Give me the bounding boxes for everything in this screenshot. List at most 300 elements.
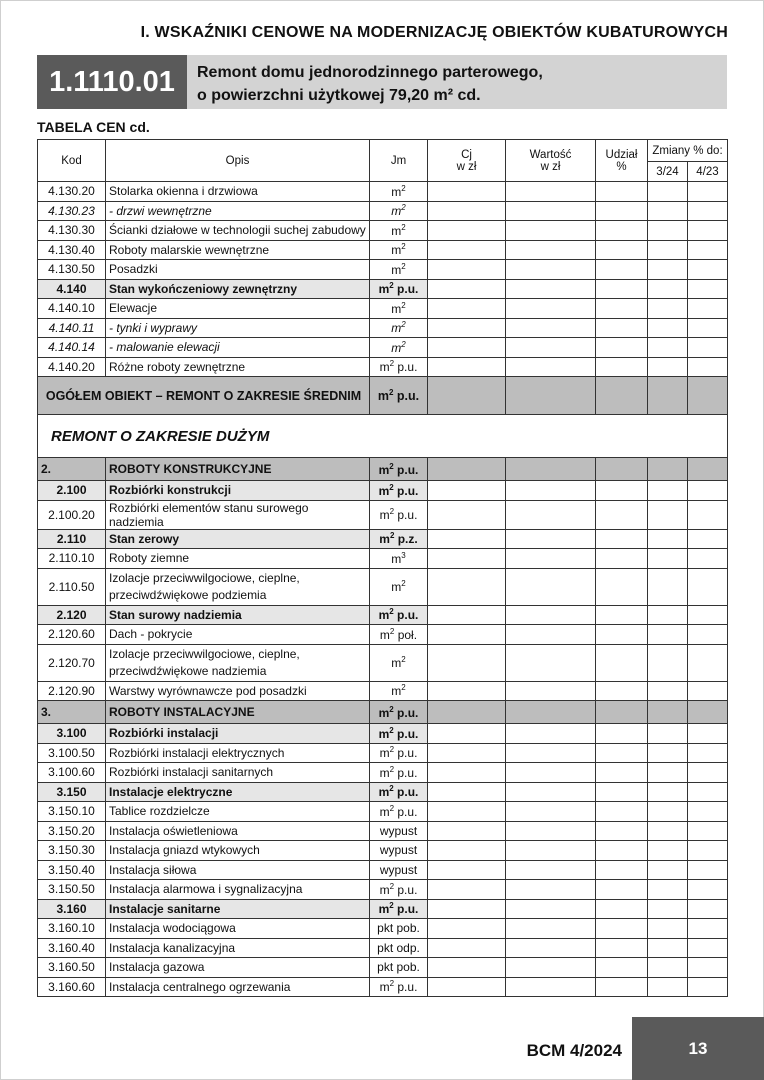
header-cj-line1: Cj	[461, 148, 472, 161]
table-row	[38, 899, 728, 919]
cell-udzial	[596, 977, 648, 997]
cell-kod: 4.140.11	[38, 318, 106, 338]
cell-zmiany-3-24	[648, 529, 688, 549]
header-zmiany-4-23: 4/23	[688, 162, 728, 182]
object-description	[187, 55, 727, 109]
cell-jm: $m^2$	[370, 221, 428, 241]
cell-jm: $m^2$ p.u.	[370, 605, 428, 625]
table-row	[38, 743, 728, 763]
cell-zmiany-3-24	[648, 724, 688, 744]
cell-cj	[428, 260, 506, 280]
cell-jm: $m^2$ p.u.	[370, 481, 428, 501]
cell-kod: 3.150.30	[38, 841, 106, 861]
cell-kod: 4.130.50	[38, 260, 106, 280]
cell-wartosc	[506, 318, 596, 338]
cell-udzial	[596, 240, 648, 260]
cell-wartosc	[506, 977, 596, 997]
cell-cj	[428, 977, 506, 997]
cell-jm: $m^2$ p.u.	[370, 880, 428, 900]
cell-zmiany-3-24	[648, 977, 688, 997]
cell-opis: Rozbiórki instalacji elektrycznych	[106, 743, 370, 763]
table-row	[38, 299, 728, 319]
cell-opis: Instalacja oświetleniowa	[106, 821, 370, 841]
cell-udzial	[596, 529, 648, 549]
cell-udzial	[596, 568, 648, 605]
cell-kod: 2.110.50	[38, 568, 106, 605]
cell-opis: Rozbiórki instalacji sanitarnych	[106, 763, 370, 783]
cell-zmiany-4-23	[688, 260, 728, 280]
cell-udzial	[596, 899, 648, 919]
cell-cj	[428, 763, 506, 783]
cell-wartosc	[506, 605, 596, 625]
cell-kod: 4.130.40	[38, 240, 106, 260]
cell-zmiany-3-24	[648, 500, 688, 529]
object-description-line1: Remont domu jednorodzinnego parterowego,	[197, 64, 543, 81]
table-row	[38, 549, 728, 569]
cell-kod: 3.	[38, 701, 106, 724]
cell-cj	[428, 605, 506, 625]
cell-wartosc	[506, 724, 596, 744]
table-total-section	[38, 377, 728, 458]
table-row	[38, 318, 728, 338]
cell-wartosc	[506, 919, 596, 939]
cell-cj	[428, 782, 506, 802]
cell-opis: Tablice rozdzielcze	[106, 802, 370, 822]
header-cj-line2: w zł	[456, 160, 477, 173]
table-row	[38, 500, 728, 529]
table-row	[38, 782, 728, 802]
cell-jm: $m^2$	[370, 240, 428, 260]
cell-opis: Stolarka okienna i drzwiowa	[106, 182, 370, 202]
cell-opis: Instalacja siłowa	[106, 860, 370, 880]
cell-opis-line1: Izolacje przeciwwilgociowe, cieplne,	[109, 570, 300, 585]
cell-zmiany-4-23	[688, 500, 728, 529]
cell-zmiany-4-23	[688, 625, 728, 645]
table-row	[38, 201, 728, 221]
table-row	[38, 338, 728, 358]
cell-opis: Instalacja gniazd wtykowych	[106, 841, 370, 861]
table-body-large	[38, 458, 728, 997]
cell-jm: $m^2$ p.u.	[370, 701, 428, 724]
cell-wartosc	[506, 279, 596, 299]
cell-zmiany-4-23	[688, 201, 728, 221]
cell-wartosc	[506, 481, 596, 501]
cell-jm: wypust	[370, 821, 428, 841]
cell-zmiany-4-23	[688, 821, 728, 841]
cell-udzial	[596, 279, 648, 299]
cell-kod: 4.130.20	[38, 182, 106, 202]
cell-kod: 2.100	[38, 481, 106, 501]
cell-wartosc	[506, 958, 596, 978]
header-wartosc	[506, 140, 596, 182]
cell-jm: $m^2$ poł.	[370, 625, 428, 645]
cell-cj	[428, 201, 506, 221]
cell-wartosc	[506, 182, 596, 202]
cell-opis: - malowanie elewacji	[106, 338, 370, 358]
cell-kod: 3.150.10	[38, 802, 106, 822]
cell-jm: $m^2$ p.u.	[370, 977, 428, 997]
cell-opis: Rozbiórki konstrukcji	[106, 481, 370, 501]
section-title: I. WSKAŹNIKI CENOWE NA MODERNIZACJĘ OBIEKTÓW KUBATUROWYCH	[140, 24, 728, 41]
table-row	[38, 605, 728, 625]
cell-kod: 3.150.40	[38, 860, 106, 880]
cell-zmiany-3-24	[648, 605, 688, 625]
cell-udzial	[596, 221, 648, 241]
table-row	[38, 529, 728, 549]
cell-zmiany-3-24	[648, 182, 688, 202]
cell-cj	[428, 724, 506, 744]
cell-zmiany-3-24	[648, 279, 688, 299]
cell-kod: 3.160.10	[38, 919, 106, 939]
cell-zmiany-4-23	[688, 481, 728, 501]
cell-wartosc	[506, 458, 596, 481]
cell-wartosc	[506, 240, 596, 260]
cell-zmiany-3-24	[648, 481, 688, 501]
cell-zmiany-4-23	[688, 279, 728, 299]
table-row	[38, 260, 728, 280]
cell-zmiany-3-24	[648, 938, 688, 958]
cell-udzial	[596, 549, 648, 569]
cell-kod: 3.150.20	[38, 821, 106, 841]
cell-opis: Instalacje sanitarne	[106, 899, 370, 919]
cell-zmiany-3-24	[648, 681, 688, 701]
cell-wartosc	[506, 938, 596, 958]
cell-zmiany-3-24	[648, 880, 688, 900]
cell-cj	[428, 500, 506, 529]
cell-kod: 2.	[38, 458, 106, 481]
total-udzial	[596, 377, 648, 415]
cell-zmiany-3-24	[648, 318, 688, 338]
cell-zmiany-4-23	[688, 919, 728, 939]
cell-cj	[428, 958, 506, 978]
cell-wartosc	[506, 681, 596, 701]
cell-jm: $m^2$ p.u.	[370, 724, 428, 744]
table-row	[38, 841, 728, 861]
cell-wartosc	[506, 802, 596, 822]
cell-opis-line2: przeciwdźwiękowe nadziemia	[109, 663, 267, 678]
cell-zmiany-4-23	[688, 860, 728, 880]
cell-jm: $m^2$ p.u.	[370, 763, 428, 783]
total-label: OGÓŁEM OBIEKT – REMONT O ZAKRESIE ŚREDNIM	[38, 377, 370, 415]
cell-opis: Warstwy wyrównawcze pod posadzki	[106, 681, 370, 701]
cell-zmiany-4-23	[688, 318, 728, 338]
cell-zmiany-4-23	[688, 701, 728, 724]
cell-udzial	[596, 481, 648, 501]
cell-zmiany-4-23	[688, 529, 728, 549]
subheading: REMONT O ZAKRESIE DUŻYM	[51, 427, 270, 445]
table-row	[38, 977, 728, 997]
cell-jm: $m^2$	[370, 681, 428, 701]
cell-opis: Instalacja alarmowa i sygnalizacyjna	[106, 880, 370, 900]
cell-udzial	[596, 299, 648, 319]
cell-cj	[428, 821, 506, 841]
subheading-cell	[38, 415, 728, 458]
cell-kod: 2.120.60	[38, 625, 106, 645]
cell-udzial	[596, 338, 648, 358]
cell-zmiany-4-23	[688, 605, 728, 625]
cell-zmiany-3-24	[648, 458, 688, 481]
cell-zmiany-3-24	[648, 568, 688, 605]
header-cj	[428, 140, 506, 182]
cell-wartosc	[506, 821, 596, 841]
cell-jm: $m^2$	[370, 182, 428, 202]
cell-jm: $m^2$ p.u.	[370, 782, 428, 802]
cell-wartosc	[506, 221, 596, 241]
cell-zmiany-4-23	[688, 299, 728, 319]
cell-kod: 3.160.60	[38, 977, 106, 997]
cell-wartosc	[506, 529, 596, 549]
cell-wartosc	[506, 763, 596, 783]
cell-zmiany-4-23	[688, 182, 728, 202]
cell-opis: Stan zerowy	[106, 529, 370, 549]
cell-kod: 2.110.10	[38, 549, 106, 569]
cell-kod: 2.110	[38, 529, 106, 549]
cell-cj	[428, 625, 506, 645]
cell-kod: 4.140.14	[38, 338, 106, 358]
cell-zmiany-4-23	[688, 743, 728, 763]
cell-jm: pkt pob.	[370, 919, 428, 939]
table-row	[38, 701, 728, 724]
table-row	[38, 182, 728, 202]
cell-opis: Posadzki	[106, 260, 370, 280]
cell-kod: 4.140.10	[38, 299, 106, 319]
cell-opis: Stan wykończeniowy zewnętrzny	[106, 279, 370, 299]
cell-opis: Instalacja wodociągowa	[106, 919, 370, 939]
cell-wartosc	[506, 743, 596, 763]
cell-cj	[428, 880, 506, 900]
cell-jm: $m^2$	[370, 338, 428, 358]
cell-wartosc	[506, 338, 596, 358]
cell-cj	[428, 357, 506, 377]
table-body-medium	[38, 182, 728, 377]
cell-zmiany-4-23	[688, 357, 728, 377]
cell-udzial	[596, 182, 648, 202]
cell-udzial	[596, 681, 648, 701]
cell-opis: Różne roboty zewnętrzne	[106, 357, 370, 377]
cell-wartosc	[506, 500, 596, 529]
object-description-line2: o powierzchni użytkowej 79,20 m² cd.	[197, 87, 481, 104]
cell-cj	[428, 318, 506, 338]
cell-zmiany-4-23	[688, 681, 728, 701]
cell-udzial	[596, 701, 648, 724]
cell-opis: Stan surowy nadziemia	[106, 605, 370, 625]
cell-kod: 3.160.50	[38, 958, 106, 978]
table-row	[38, 458, 728, 481]
subheading-row	[38, 415, 728, 458]
cell-jm: $m^2$ p.z.	[370, 529, 428, 549]
cell-jm: wypust	[370, 860, 428, 880]
cell-zmiany-4-23	[688, 724, 728, 744]
cell-jm: $m^2$	[370, 260, 428, 280]
cell-cj	[428, 701, 506, 724]
cell-jm: $m^2$	[370, 318, 428, 338]
cell-jm: $m^2$ p.u.	[370, 357, 428, 377]
table-row	[38, 568, 728, 605]
cell-opis: Instalacje elektryczne	[106, 782, 370, 802]
cell-opis: Roboty malarskie wewnętrzne	[106, 240, 370, 260]
cell-cj	[428, 221, 506, 241]
total-wartosc	[506, 377, 596, 415]
cell-zmiany-4-23	[688, 221, 728, 241]
cell-wartosc	[506, 357, 596, 377]
cell-kod: 3.100.50	[38, 743, 106, 763]
cell-udzial	[596, 782, 648, 802]
header-wartosc-line1: Wartość	[529, 148, 572, 161]
cell-jm: $m^2$	[370, 568, 428, 605]
cell-zmiany-3-24	[648, 644, 688, 681]
cell-jm: $m^2$ p.u.	[370, 802, 428, 822]
cell-cj	[428, 938, 506, 958]
cell-jm: $m^2$	[370, 201, 428, 221]
cell-opis: Ścianki działowe w technologii suchej zabudowy	[106, 221, 370, 241]
cell-zmiany-3-24	[648, 821, 688, 841]
table-row	[38, 860, 728, 880]
cell-zmiany-3-24	[648, 899, 688, 919]
cell-opis: Dach - pokrycie	[106, 625, 370, 645]
total-row	[38, 377, 728, 415]
table-row	[38, 221, 728, 241]
cell-kod: 4.130.23	[38, 201, 106, 221]
table-row	[38, 357, 728, 377]
cell-kod: 3.150	[38, 782, 106, 802]
cell-zmiany-3-24	[648, 763, 688, 783]
cell-udzial	[596, 821, 648, 841]
cell-opis: Rozbiórki instalacji	[106, 724, 370, 744]
cell-wartosc	[506, 549, 596, 569]
cell-cj	[428, 644, 506, 681]
cell-wartosc	[506, 644, 596, 681]
cell-udzial	[596, 802, 648, 822]
cell-udzial	[596, 260, 648, 280]
table-row	[38, 919, 728, 939]
cell-wartosc	[506, 860, 596, 880]
cell-cj	[428, 458, 506, 481]
cell-udzial	[596, 201, 648, 221]
cell-opis: Instalacja kanalizacyjna	[106, 938, 370, 958]
header-kod: Kod	[38, 140, 106, 182]
cell-opis: Elewacje	[106, 299, 370, 319]
total-cj	[428, 377, 506, 415]
cell-jm: pkt pob.	[370, 958, 428, 978]
cell-jm: $m^2$	[370, 644, 428, 681]
cell-jm: pkt odp.	[370, 938, 428, 958]
cell-zmiany-3-24	[648, 701, 688, 724]
cell-kod: 4.140	[38, 279, 106, 299]
cell-kod: 2.120.70	[38, 644, 106, 681]
cell-jm: $m^2$	[370, 299, 428, 319]
cell-jm: $m^2$ p.u.	[370, 279, 428, 299]
cell-udzial	[596, 860, 648, 880]
cell-zmiany-3-24	[648, 338, 688, 358]
object-code: 1.1110.01	[37, 55, 187, 109]
cell-cj	[428, 919, 506, 939]
cell-cj	[428, 568, 506, 605]
header-udzial: Udział %	[596, 140, 648, 182]
cell-zmiany-3-24	[648, 743, 688, 763]
cell-cj	[428, 549, 506, 569]
table-row	[38, 279, 728, 299]
cell-zmiany-4-23	[688, 899, 728, 919]
cell-cj	[428, 299, 506, 319]
cell-udzial	[596, 724, 648, 744]
cell-wartosc	[506, 568, 596, 605]
cell-cj	[428, 240, 506, 260]
cell-jm: $m^2$ p.u.	[370, 899, 428, 919]
cell-udzial	[596, 763, 648, 783]
header-wartosc-line2: w zł	[540, 160, 561, 173]
cell-wartosc	[506, 625, 596, 645]
cell-kod: 4.140.20	[38, 357, 106, 377]
cell-wartosc	[506, 260, 596, 280]
table-row	[38, 763, 728, 783]
cell-zmiany-4-23	[688, 841, 728, 861]
table-caption: TABELA CEN cd.	[37, 119, 150, 135]
cell-jm: $m^2$ p.u.	[370, 743, 428, 763]
cell-opis	[106, 568, 370, 605]
cell-zmiany-3-24	[648, 357, 688, 377]
cell-kod: 2.120	[38, 605, 106, 625]
table-row	[38, 938, 728, 958]
cell-udzial	[596, 880, 648, 900]
cell-cj	[428, 860, 506, 880]
cell-kod: 3.160.40	[38, 938, 106, 958]
cell-zmiany-4-23	[688, 880, 728, 900]
cell-zmiany-4-23	[688, 240, 728, 260]
cell-cj	[428, 279, 506, 299]
cell-zmiany-4-23	[688, 977, 728, 997]
table-row	[38, 802, 728, 822]
cell-cj	[428, 529, 506, 549]
cell-zmiany-4-23	[688, 763, 728, 783]
cell-zmiany-3-24	[648, 782, 688, 802]
cell-zmiany-3-24	[648, 260, 688, 280]
cell-zmiany-3-24	[648, 958, 688, 978]
cell-jm: wypust	[370, 841, 428, 861]
cell-jm: $m^2$ p.u.	[370, 458, 428, 481]
cell-zmiany-4-23	[688, 458, 728, 481]
cell-udzial	[596, 919, 648, 939]
cell-zmiany-4-23	[688, 644, 728, 681]
cell-opis: Roboty ziemne	[106, 549, 370, 569]
cell-zmiany-4-23	[688, 938, 728, 958]
cell-zmiany-4-23	[688, 549, 728, 569]
cell-udzial	[596, 743, 648, 763]
cell-zmiany-3-24	[648, 860, 688, 880]
cell-kod: 2.120.90	[38, 681, 106, 701]
cell-opis: Instalacja gazowa	[106, 958, 370, 978]
cell-opis: - tynki i wyprawy	[106, 318, 370, 338]
cell-udzial	[596, 958, 648, 978]
cell-zmiany-3-24	[648, 299, 688, 319]
cell-zmiany-3-24	[648, 240, 688, 260]
total-z2	[688, 377, 728, 415]
footer-label: BCM 4/2024	[526, 1041, 622, 1060]
cell-wartosc	[506, 880, 596, 900]
cell-wartosc	[506, 841, 596, 861]
cell-zmiany-3-24	[648, 802, 688, 822]
cell-wartosc	[506, 701, 596, 724]
cell-cj	[428, 841, 506, 861]
cell-opis-line2: przeciwdźwiękowe podziemia	[109, 587, 267, 602]
cell-jm: $m^2$ p.u.	[370, 500, 428, 529]
cell-udzial	[596, 318, 648, 338]
table-row	[38, 625, 728, 645]
cell-kod: 3.160	[38, 899, 106, 919]
cell-zmiany-3-24	[648, 841, 688, 861]
cell-cj	[428, 481, 506, 501]
cell-zmiany-3-24	[648, 221, 688, 241]
cell-kod: 4.130.30	[38, 221, 106, 241]
